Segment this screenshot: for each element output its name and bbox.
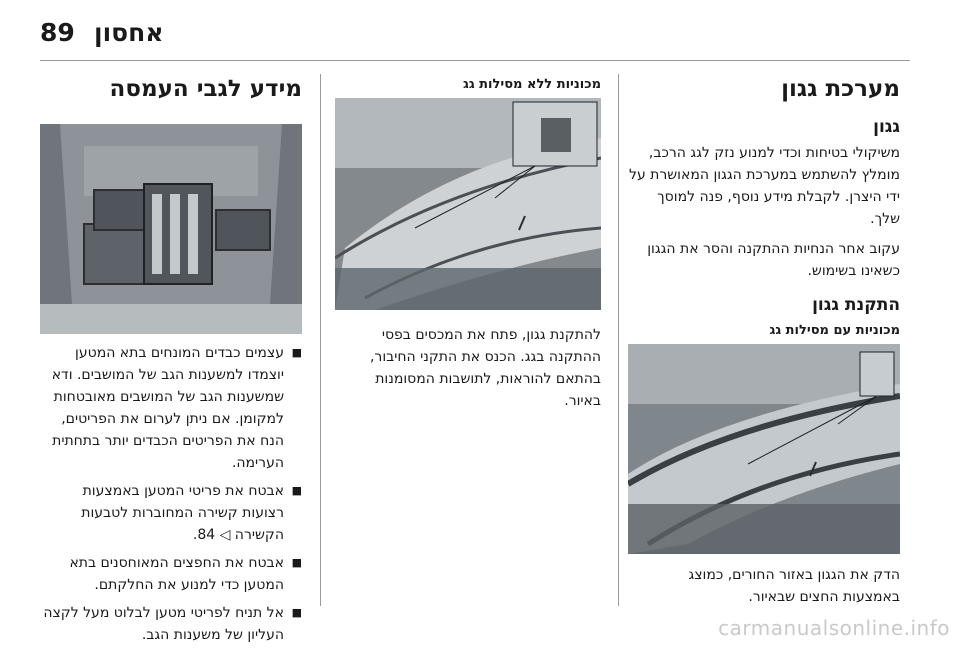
without-rails-caption: להתקנת גגון, פתח את המכסים בפסי ההתקנה בגג. הכנס את התקני החיבור, בהתאם להוראות, לתושבות המסומנות באיור. — [369, 327, 601, 409]
square-bullet-icon: ■ — [291, 484, 302, 497]
with-rails-heading: מכוניות עם מסילות גג — [769, 323, 900, 338]
column-roof-rack — [628, 74, 900, 616]
roof-rack-heading: גגון — [873, 117, 900, 137]
roof-rails-photo — [628, 344, 900, 554]
section-title: אחסון — [94, 18, 164, 47]
list-item: ■ אבטח את החפצים המאוחסנים בתא המטען כדי למנוע את החלקתם. — [40, 552, 302, 596]
column-divider-right — [618, 74, 619, 606]
cargo-loading-photo — [40, 124, 302, 334]
page-header — [40, 10, 910, 54]
loading-info-title: מידע לגבי העמסה — [109, 76, 302, 102]
watermark: carmanualsonline.info — [718, 616, 950, 640]
column-without-rails — [335, 74, 601, 420]
install-heading: התקנת גגון — [812, 295, 900, 315]
list-item: ■ עצמים כבדים המונחים בתא המטען יוצמדו למשענות הגב של המושבים. ודא שמשענות הגב של המושבים מאובטחות למקומן. אם ניתן לערום את הפריטים, הנח את הפריטים הכבדים יותר בתחתית הערימה. — [40, 342, 302, 474]
with-rails-caption: הדק את הגגון באזור החורים, כמוצג באמצעות החצים שבאיור. — [688, 567, 900, 605]
list-item: ■ אל תניח לפריטי מטען לבלוט מעל לקצה העליון של משענות הגב. — [40, 602, 302, 646]
roof-mounting-points-photo — [335, 98, 601, 310]
loading-tips-list — [40, 342, 302, 646]
roof-rack-paragraph-2: עקוב אחר הנחיות ההתקנה והסר את הגגון כשאינו בשימוש. — [647, 241, 900, 279]
page-number: 89 — [40, 18, 75, 47]
roof-rack-system-title: מערכת גגון — [781, 76, 900, 102]
square-bullet-icon: ■ — [291, 556, 302, 569]
column-loading-info — [40, 74, 302, 652]
square-bullet-icon: ■ — [291, 606, 302, 619]
without-rails-heading: מכוניות ללא מסילות גג — [463, 77, 601, 92]
square-bullet-icon: ■ — [291, 346, 302, 359]
column-divider-left — [320, 74, 321, 606]
list-item: ■ אבטח את פריטי המטען באמצעות רצועות קשירה המחוברות לטבעות הקשירה ◁ 84. — [40, 480, 302, 546]
header-rule — [40, 60, 910, 61]
roof-rack-paragraph-1: משיקולי בטיחות וכדי למנוע נזק לגג הרכב, מומלץ להשתמש במערכת הגגון המאושרת על ידי היצרן. לקבלת מידע נוסף, פנה למוסך שלך. — [628, 145, 900, 227]
